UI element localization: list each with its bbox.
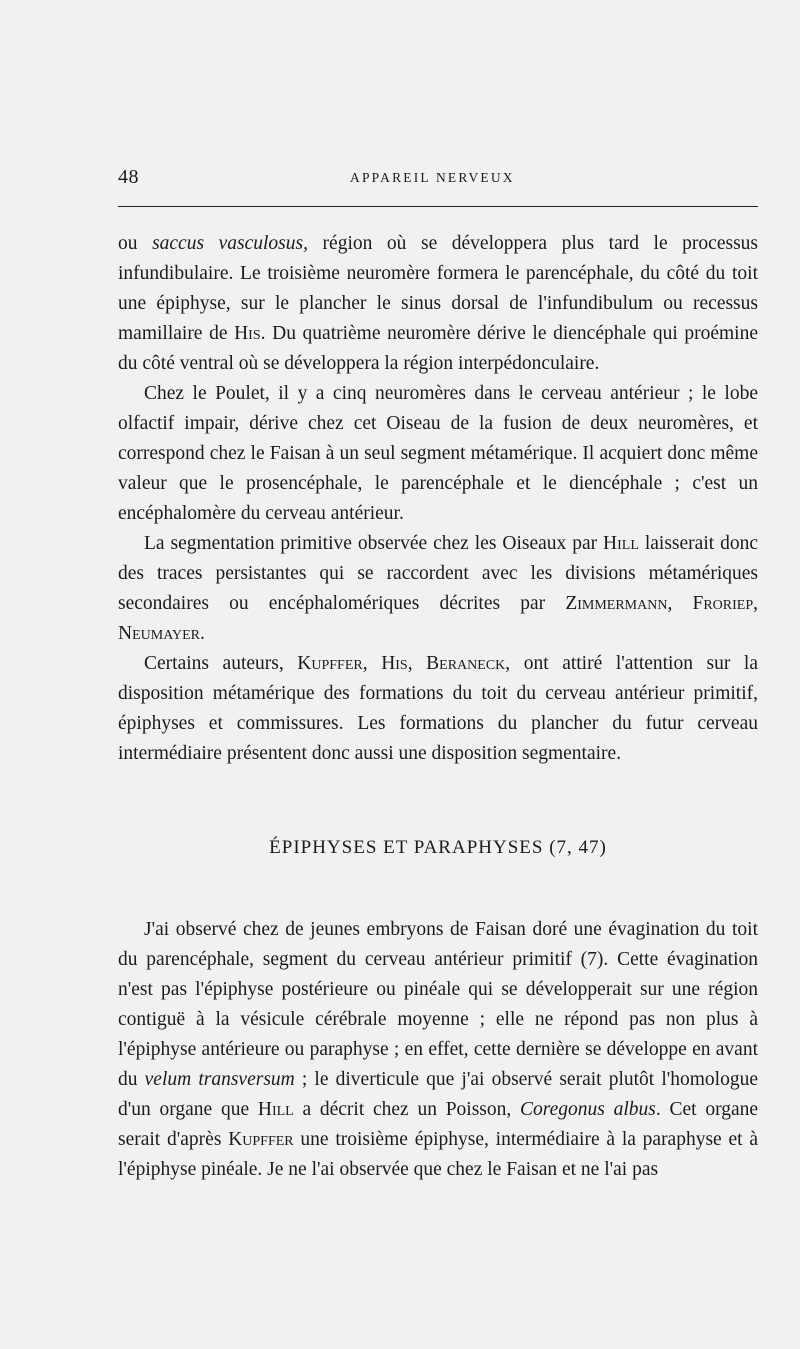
text-run: Certains auteurs, <box>144 653 298 674</box>
header-rule <box>118 206 758 207</box>
text-run: , <box>753 593 759 614</box>
author-name: Hill <box>603 533 639 554</box>
author-name: His <box>381 653 408 674</box>
author-name: Kupffer <box>297 653 363 674</box>
text-run: région où se développera plus tard le processus infundibulaire. Le troisième neuromère formera le parencéphale, du côté du toit une épiphyse, sur le plancher le sinus dorsal de l'infundibulum ou recessus mamillaire de <box>118 233 759 344</box>
author-name: Beraneck <box>426 653 506 674</box>
author-name: Kupffer <box>228 1129 294 1150</box>
paragraph-1 <box>118 229 758 379</box>
author-name: His <box>234 323 261 344</box>
text-run: J'ai observé chez de jeunes embryons de Faisan doré une évagination du toit du parencéphale, segment du cerveau antérieur primitif (7). Cette évagination n'est pas l'épiphyse postérieure ou pinéale qui se développerait sur une région contiguë à la vésicule cérébrale moyenne ; elle ne répond pas non plus à l'épiphyse antérieure ou paraphyse ; en effet, cette dernière se développe en avant du <box>118 919 758 1090</box>
paragraph-5 <box>118 915 758 1185</box>
text-run: . Du quatrième neuromère dérive le diencéphale qui proémine du côté ventral où se développera la région interpédonculaire. <box>118 323 758 374</box>
text-run: ou <box>118 233 153 254</box>
text-run: laisserait donc des traces persistantes qui se raccordent avec les divisions métamériques secondaires ou encéphalomériques décrites par <box>118 533 759 614</box>
italic-run: Coregonus albus <box>520 1099 656 1120</box>
author-name: Neumayer <box>118 623 201 644</box>
text-run: a décrit chez un Poisson, <box>293 1099 520 1120</box>
text-run: , <box>407 653 427 674</box>
text-run: , ont attiré l'attention sur la disposition métamérique des formations du toit du cerveau antérieur primitif, épiphyses et commissures. Les formations du plancher du futur cerveau intermédiaire présentent donc aussi une disposition segmentaire. <box>118 653 759 764</box>
page-number: 48 <box>118 166 139 188</box>
paragraph-3 <box>118 529 758 649</box>
running-title: APPAREIL NERVEUX <box>350 170 515 185</box>
text-run: Chez le Poulet, il y a cinq neuromères dans le cerveau antérieur ; le lobe olfactif impair, dérive chez cet Oiseau de la fusion de deux neuromères, et correspond chez le Faisan à un seul segment métamérique. Il acquiert donc même valeur que le prosencéphale, le parencéphale et le diencéphale ; c'est un encéphalomère du cerveau antérieur. <box>118 383 758 524</box>
text-run: . <box>200 623 205 644</box>
author-name: Zimmermann <box>565 593 668 614</box>
paragraph-4 <box>118 649 758 769</box>
text-run: , <box>667 593 693 614</box>
italic-run: saccus vasculosus, <box>152 233 308 254</box>
text-run: une troisième épiphyse, intermédiaire à la paraphyse et à l'épiphyse pinéale. Je ne l'ai observée que chez le Faisan et ne l'ai pas <box>118 1129 758 1180</box>
text-run: , <box>362 653 382 674</box>
section-heading: ÉPIPHYSES ET PARAPHYSES (7, 47) <box>269 837 607 858</box>
author-name: Hill <box>257 1099 294 1120</box>
text-run: La segmentation primitive observée chez les Oiseaux par <box>144 533 604 554</box>
text-run: . Cet organe serait d'après <box>118 1099 759 1150</box>
body-text <box>118 229 758 1185</box>
author-name: Froriep <box>692 593 754 614</box>
text-run: ; le diverticule que j'ai observé serait plutôt l'homologue d'un organe que <box>118 1069 759 1120</box>
running-head <box>118 166 758 196</box>
italic-run: velum transversum <box>144 1069 295 1090</box>
paragraph-2 <box>118 379 758 529</box>
